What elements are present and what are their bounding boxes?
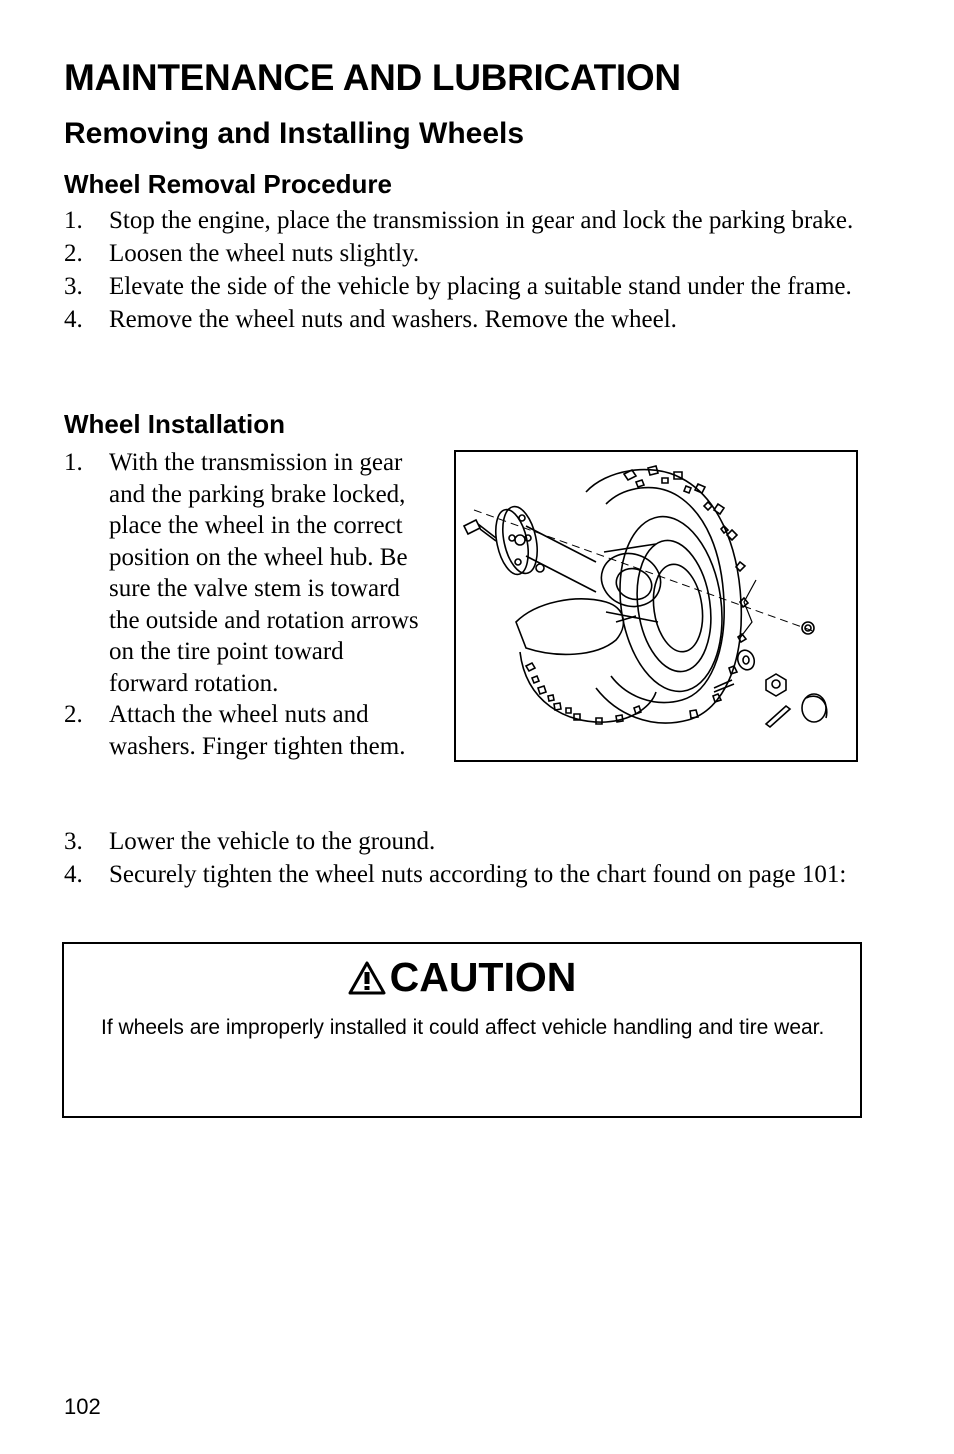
removal-steps (64, 205, 864, 337)
step-number: 3. (64, 828, 83, 855)
list-item (64, 238, 864, 270)
installation-heading: Wheel Installation (64, 409, 286, 439)
page-number: 102 (64, 1394, 101, 1419)
step-text: Stop the engine, place the transmission in gear and lock the parking brake. (109, 207, 854, 234)
section-heading: Removing and Installing Wheels (64, 117, 525, 150)
list-item (64, 304, 864, 336)
list-item (64, 699, 424, 762)
wheel-diagram (454, 450, 858, 762)
caution-title (64, 954, 860, 1001)
cap-icon (802, 694, 827, 722)
hub-icon (490, 503, 596, 592)
caution-text: If wheels are improperly installed it could affect vehicle handling and tire wear. (101, 1016, 825, 1039)
installation-steps-continued (64, 826, 864, 892)
step-number: 4. (64, 861, 83, 888)
page-title: MAINTENANCE AND LUBRICATION (64, 57, 681, 98)
list-item (64, 271, 864, 303)
step-text: With the transmission in gear and the parking brake locked, place the wheel in the correct position on the wheel hub. Be sure the valve stem is toward the outside and rotation arrows on the tire point toward forward rotation. (109, 449, 419, 697)
wheel-exploded-icon (456, 452, 856, 760)
step-text: Securely tighten the wheel nuts according to the chart found on page 101: (109, 861, 847, 888)
list-item (64, 859, 864, 891)
warning-triangle-icon (348, 961, 386, 995)
step-text: Remove the wheel nuts and washers. Remove the wheel. (109, 306, 677, 333)
list-item (64, 447, 424, 699)
step-number: 1. (64, 207, 83, 234)
caution-box (62, 942, 862, 1118)
step-number: 1. (64, 449, 83, 476)
step-number: 2. (64, 701, 83, 728)
list-item (64, 205, 864, 237)
step-text: Elevate the side of the vehicle by placing a suitable stand under the frame. (109, 273, 852, 300)
caution-label: CAUTION (389, 954, 577, 1000)
step-number: 3. (64, 273, 83, 300)
installation-steps (64, 447, 424, 762)
bolt-icon (464, 520, 496, 541)
nut-icon (802, 622, 814, 634)
step-number: 4. (64, 306, 83, 333)
list-item (64, 826, 864, 858)
cotter-pin-icon (766, 706, 790, 727)
step-text: Attach the wheel nuts and washers. Finger tighten them. (109, 701, 406, 760)
step-number: 2. (64, 240, 83, 267)
step-text: Loosen the wheel nuts slightly. (109, 240, 420, 267)
removal-heading: Wheel Removal Procedure (64, 169, 392, 199)
step-text: Lower the vehicle to the ground. (109, 828, 436, 855)
castle-nut-icon (766, 674, 786, 696)
rim-icon (594, 544, 668, 622)
